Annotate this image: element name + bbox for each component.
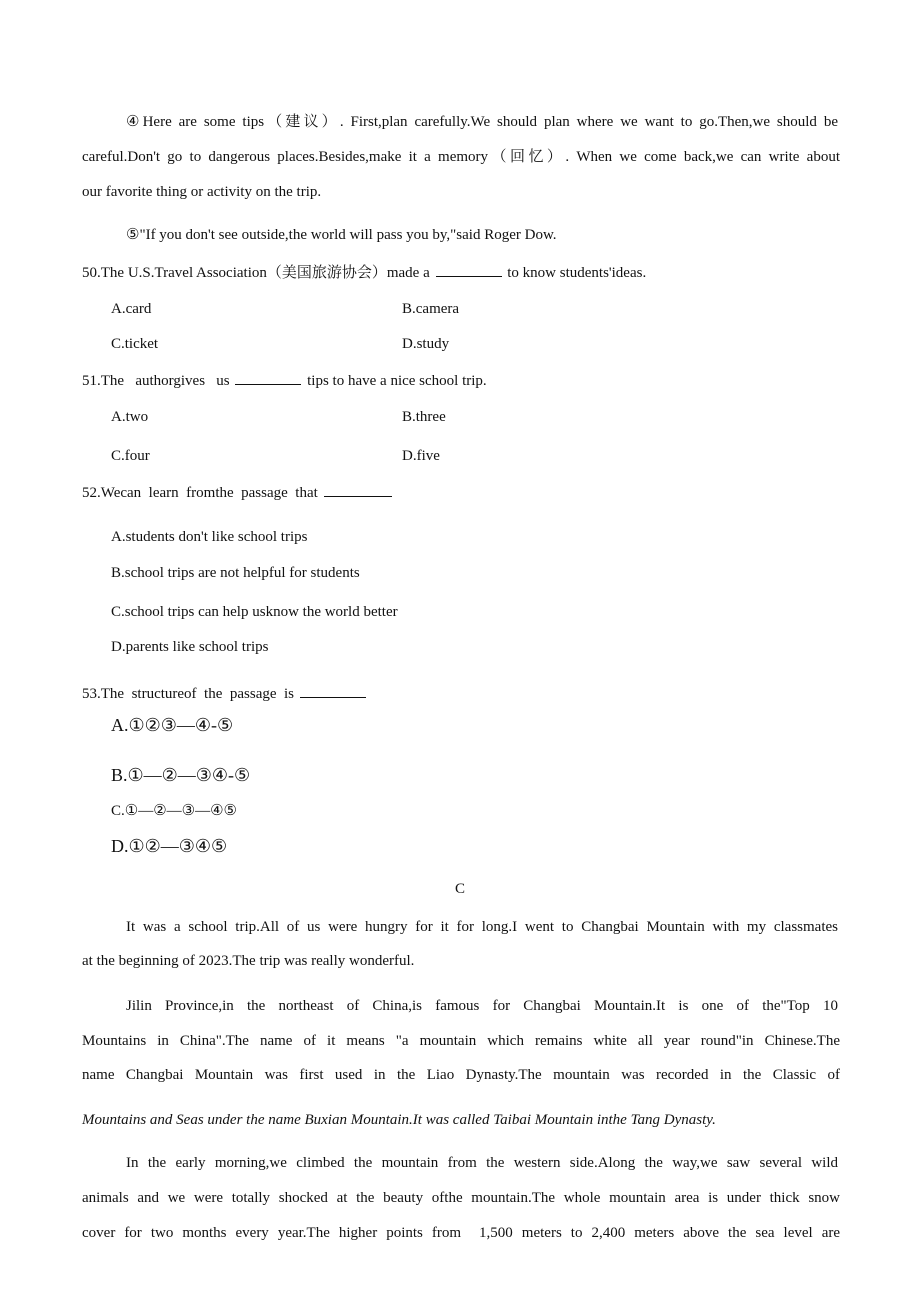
section-c-heading: C <box>454 881 465 897</box>
q50-stem-after: to know students'ideas. <box>507 265 647 281</box>
q50-option-b: B.camera <box>402 301 460 317</box>
passage-c-p3-line1: In the early morning,we climbed the mountain from the western side.Along the way,we saw several wild <box>126 1155 838 1171</box>
para4-line1: ④Here are some tips（建议）. First,plan carefully.We should plan where we want to go.Then,we should be <box>126 114 838 130</box>
para4-line3: our favorite thing or activity on the trip. <box>82 184 322 200</box>
passage-c-p1-line2: at the beginning of 2023.The trip was really wonderful. <box>82 953 415 969</box>
q53-stem-before: 53.The structureof the passage is <box>82 686 295 702</box>
q52-option-c: C.school trips can help usknow the world better <box>111 604 398 620</box>
q50-stem-before: 50.The U.S.Travel Association（美国旅游协会）made a <box>82 265 430 281</box>
para4-line2: careful.Don't go to dangerous places.Besides,make it a memory（回忆）. When we come back,we can write about <box>82 149 840 165</box>
q51-option-d: D.five <box>402 448 440 464</box>
q52-option-b: B.school trips are not helpful for students <box>111 565 360 581</box>
passage-c-p2-line1: Jilin Province,in the northeast of China,is famous for Changbai Mountain.It is one of the"Top 10 <box>126 998 838 1014</box>
q51-stem-after: tips to have a nice school trip. <box>307 373 487 389</box>
q51-stem <box>82 370 487 391</box>
passage-c-p3-line2: animals and we were totally shocked at the beauty ofthe mountain.The whole mountain area is under thick snow <box>82 1190 840 1206</box>
q51-stem-before: 51.The authorgives us <box>82 373 230 389</box>
q52-option-a: A.students don't like school trips <box>111 529 308 545</box>
q52-stem-before: 52.Wecan learn fromthe passage that <box>82 485 318 501</box>
q51-blank <box>235 370 301 385</box>
q53-option-a: A.①②③—④-⑤ <box>111 715 234 735</box>
q52-option-d: D.parents like school trips <box>111 639 269 655</box>
q50-option-a: A.card <box>111 301 152 317</box>
q51-option-a: A.two <box>111 409 149 425</box>
q50-option-d: D.study <box>402 336 450 352</box>
passage-c-p1-line1: It was a school trip.All of us were hungry for it for long.I went to Changbai Mountain with my classmates <box>126 919 838 935</box>
q51-option-b: B.three <box>402 409 446 425</box>
q53-blank <box>300 683 366 698</box>
passage-c-p3-line3: cover for two months every year.The higher points from 1,500 meters to 2,400 meters above the sea level are <box>82 1225 840 1241</box>
q53-option-d: D.①②—③④⑤ <box>111 836 228 856</box>
q50-stem <box>82 262 646 283</box>
q52-stem <box>82 482 394 503</box>
passage-c-p2-line2: Mountains in China".The name of it means "a mountain which remains white all year round"in Chinese.The <box>82 1033 840 1049</box>
q53-stem <box>82 683 368 704</box>
passage-c-p2-line3: name Changbai Mountain was first used in the Liao Dynasty.The mountain was recorded in the Classic of <box>82 1067 840 1083</box>
q53-option-b: B.①—②—③④-⑤ <box>111 765 251 785</box>
passage-c-p2-line4: Mountains and Seas under the name Buxian Mountain.It was called Taibai Mountain inthe Tang Dynasty. <box>82 1112 716 1128</box>
q50-option-c: C.ticket <box>111 336 159 352</box>
q50-blank <box>436 262 502 277</box>
q51-option-c: C.four <box>111 448 150 464</box>
q53-option-c: C.①—②—③—④⑤ <box>111 803 237 819</box>
para5: ⑤"If you don't see outside,the world will pass you by,"said Roger Dow. <box>126 227 557 243</box>
q52-blank <box>324 482 392 497</box>
